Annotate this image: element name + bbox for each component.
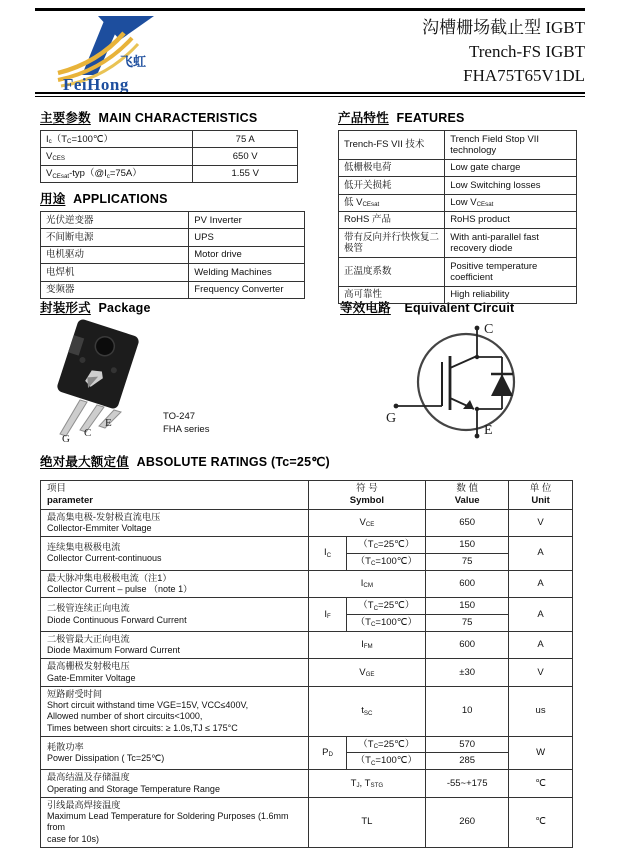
symbol-cell: TL [308, 797, 426, 847]
table-header-row [41, 481, 573, 510]
table-row [41, 631, 573, 659]
equivalent-circuit-diagram [378, 312, 558, 457]
label-cell: 高可靠性 [339, 286, 445, 303]
condition-cell: （TC=25℃） [347, 598, 426, 615]
value-cell: 150 [426, 537, 509, 554]
value-cell: 650 [426, 509, 509, 537]
heading-cn: 用途 [40, 192, 66, 206]
terminal-c-label: C [484, 322, 494, 337]
table-row [41, 659, 573, 687]
value-cell: Low Switching losses [445, 177, 577, 194]
value-cell: 75 [426, 614, 509, 631]
pin-label-e: E [105, 417, 112, 429]
condition-cell: （TC=100℃） [347, 753, 426, 770]
value-cell: 75 [426, 553, 509, 570]
value-cell: -55~+175 [426, 770, 509, 798]
value-cell: UPS [189, 229, 305, 246]
value-cell: 75 A [193, 131, 298, 148]
igbt-circuit-icon [378, 312, 558, 452]
symbol-cell: VGE [308, 659, 426, 687]
symbol-cell: VCE [308, 509, 426, 537]
label-cell: 低 VCEsat [339, 194, 445, 211]
table-row [41, 797, 573, 847]
heading-en: MAIN CHARACTERISTICS [98, 111, 258, 125]
label-cell: 带有反向并行快恢复二极管 [339, 229, 445, 258]
table-row [41, 229, 305, 246]
unit-cell: ℃ [509, 770, 573, 798]
label-cell: 变频器 [41, 281, 189, 298]
value-cell: 600 [426, 631, 509, 659]
parameter-cell: 最高集电极-发射极直流电压 Collector-Emmiter Voltage [41, 509, 309, 537]
value-cell: With anti-parallel fast recovery diode [445, 229, 577, 258]
absolute-ratings-table [40, 480, 573, 848]
heading-en: FEATURES [396, 111, 465, 125]
unit-cell: A [509, 598, 573, 632]
logo-cn-text: 飞虹 [120, 54, 147, 69]
value-cell: 570 [426, 736, 509, 753]
condition-cell: （TC=25℃） [347, 537, 426, 554]
table-row [41, 537, 573, 554]
top-rule [35, 8, 585, 11]
value-cell: 650 V [193, 148, 298, 165]
value-cell: Welding Machines [189, 264, 305, 281]
table-row [41, 246, 305, 263]
parameter-cell: 最大脉冲集电极极电流（注1） Collector Current – pulse （note 1） [41, 570, 309, 598]
pin-label-c: C [84, 427, 92, 439]
parameter-cell: 二极管连续正向电流 Diode Continuous Forward Current [41, 598, 309, 632]
document-title [422, 16, 585, 88]
package-heading [40, 298, 151, 316]
table-row [339, 159, 577, 176]
title-line-cn: 沟槽栅场截止型 IGBT [422, 18, 585, 37]
heading-cn: 绝对最大额定值 [40, 455, 129, 469]
value-cell: RoHS product [445, 211, 577, 228]
table-row [41, 736, 573, 753]
applications-heading [40, 189, 168, 207]
unit-cell: us [509, 686, 573, 736]
value-cell: Low VCEsat [445, 194, 577, 211]
unit-cell: W [509, 736, 573, 770]
parameter-cell: 引线最高焊接温度 Maximum Lead Temperature for Soldering Purposes (1.6mm from case for 10s) [41, 797, 309, 847]
heading-en: ABSOLUTE RATINGS (Tc=25℃) [136, 455, 330, 469]
feihong-logo [56, 13, 168, 98]
heading-en: Equivalent Circuit [404, 301, 515, 315]
terminal-e-label: E [484, 423, 493, 438]
table-row [41, 598, 573, 615]
pin-label-g: G [62, 433, 70, 445]
value-cell: 285 [426, 753, 509, 770]
parameter-cell: 耗散功率 Power Dissipation ( Tc=25℃) [41, 736, 309, 770]
unit-cell: A [509, 537, 573, 571]
value-cell: 150 [426, 598, 509, 615]
value-cell: 260 [426, 797, 509, 847]
symbol-cell: TJ, TSTG [308, 770, 426, 798]
symbol-cell: tSC [308, 686, 426, 736]
table-row [339, 258, 577, 287]
features-heading [338, 108, 465, 126]
value-cell: Motor drive [189, 246, 305, 263]
value-cell: ±30 [426, 659, 509, 687]
table-row [339, 194, 577, 211]
label-cell: VCEsat-typ（@Ic=75A） [41, 165, 193, 182]
table-row [41, 686, 573, 736]
symbol-header: 符 号 Symbol [308, 481, 426, 510]
label-cell: 正温度系数 [339, 258, 445, 287]
value-cell: Trench Field Stop VII technology [445, 131, 577, 160]
label-cell: 低栅极电荷 [339, 159, 445, 176]
heading-en: Package [98, 301, 151, 315]
unit-header: 单 位 Unit [509, 481, 573, 510]
table-row [41, 509, 573, 537]
symbol-cell: ICM [308, 570, 426, 598]
feihong-logo-icon [56, 13, 168, 93]
table-row [41, 570, 573, 598]
value-cell: High reliability [445, 286, 577, 303]
terminal-g-label: G [386, 411, 397, 426]
unit-cell: ℃ [509, 797, 573, 847]
heading-cn: 主要参数 [40, 111, 91, 125]
unit-cell: A [509, 631, 573, 659]
value-cell: Frequency Converter [189, 281, 305, 298]
table-row [41, 264, 305, 281]
main-characteristics-table [40, 130, 298, 183]
heading-cn: 产品特性 [338, 111, 389, 125]
heading-cn: 等效电路 [340, 301, 391, 315]
table-row [41, 131, 298, 148]
table-row [339, 131, 577, 160]
symbol-cell: IC [308, 537, 347, 571]
value-cell: PV Inverter [189, 212, 305, 229]
title-line-series: Trench-FS IGBT [468, 42, 585, 61]
package-series: FHA series [163, 424, 210, 435]
label-cell: 电机驱动 [41, 246, 189, 263]
heading-cn: 封装形式 [40, 301, 91, 315]
package-name: TO-247 [163, 411, 196, 422]
label-cell: VCES [41, 148, 193, 165]
header-divider [35, 92, 585, 97]
table-row [339, 211, 577, 228]
label-cell: 不间断电源 [41, 229, 189, 246]
table-row [339, 229, 577, 258]
features-table [338, 130, 577, 304]
applications-table [40, 211, 305, 299]
label-cell: Ic（TC=100℃） [41, 131, 193, 148]
parameter-cell: 短路耐受时间 Short circuit withstand time VGE=15V, VCC≤400V, Allowed number of short circuits<1000, Times between short circuits: ≥ 1.0s,TJ ≤ 175°C [41, 686, 309, 736]
title-line-part-number: FHA75T65V1DL [463, 66, 585, 85]
table-row [41, 165, 298, 182]
main-characteristics-heading [40, 108, 257, 126]
parameter-cell: 连续集电极极电流 Collector Current-continuous [41, 537, 309, 571]
value-header: 数 值 Value [426, 481, 509, 510]
label-cell: 低开关损耗 [339, 177, 445, 194]
label-cell: 光伏逆变器 [41, 212, 189, 229]
param-header: 项目 parameter [41, 481, 309, 510]
label-cell: 电焊机 [41, 264, 189, 281]
value-cell: Low gate charge [445, 159, 577, 176]
table-row [41, 281, 305, 298]
value-cell: 600 [426, 570, 509, 598]
symbol-cell: IF [308, 598, 347, 632]
logo-en-text: FeiHong [63, 75, 129, 94]
unit-cell: V [509, 659, 573, 687]
table-row [41, 770, 573, 798]
value-cell: 1.55 V [193, 165, 298, 182]
symbol-cell: IFM [308, 631, 426, 659]
value-cell: 10 [426, 686, 509, 736]
table-row [41, 148, 298, 165]
label-cell: Trench-FS VII 技术 [339, 131, 445, 160]
package-caption [163, 410, 209, 436]
absolute-ratings-heading [40, 452, 330, 470]
table-row [41, 212, 305, 229]
table-row [339, 286, 577, 303]
value-cell: Positive temperature coefficient [445, 258, 577, 287]
label-cell: RoHS 产品 [339, 211, 445, 228]
condition-cell: （TC=100℃） [347, 614, 426, 631]
parameter-cell: 最高栅极发射极电压 Gate-Emmiter Voltage [41, 659, 309, 687]
parameter-cell: 二极管最大正向电流 Diode Maximum Forward Current [41, 631, 309, 659]
unit-cell: V [509, 509, 573, 537]
unit-cell: A [509, 570, 573, 598]
heading-en: APPLICATIONS [73, 192, 168, 206]
symbol-cell: PD [308, 736, 347, 770]
condition-cell: （TC=100℃） [347, 553, 426, 570]
parameter-cell: 最高结温及存储温度 Operating and Storage Temperature Range [41, 770, 309, 798]
table-row [339, 177, 577, 194]
condition-cell: （TC=25℃） [347, 736, 426, 753]
